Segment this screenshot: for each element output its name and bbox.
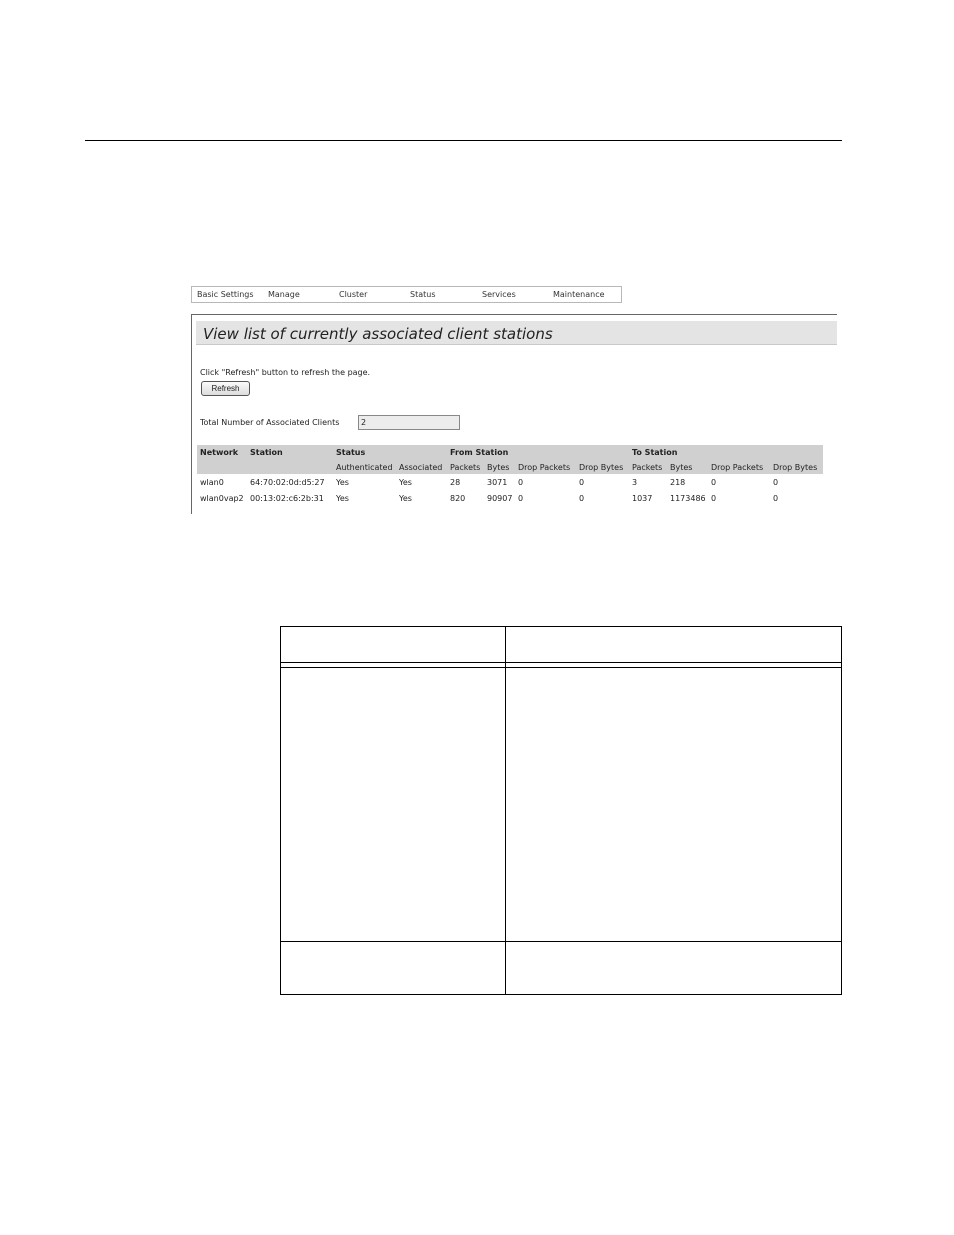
total-clients-field: 2 bbox=[358, 415, 460, 430]
cell-to-drop-bytes: 0 bbox=[773, 494, 779, 503]
cell-to-bytes: 1173486 bbox=[670, 494, 706, 503]
sub-from-packets: Packets bbox=[450, 463, 481, 472]
col-network: Network bbox=[200, 448, 239, 457]
cell-from-drop-packets: 0 bbox=[518, 494, 524, 503]
cell-to-drop-packets: 0 bbox=[711, 494, 717, 503]
sub-from-drop-bytes: Drop Bytes bbox=[579, 463, 624, 472]
cell-from-packets: 28 bbox=[450, 478, 461, 487]
sub-to-drop-bytes: Drop Bytes bbox=[773, 463, 818, 472]
cell-network: wlan0vap2 bbox=[200, 494, 244, 503]
page-title-bar bbox=[196, 321, 837, 345]
table-column-divider bbox=[505, 627, 506, 994]
cell-from-bytes: 3071 bbox=[487, 478, 508, 487]
cell-to-packets: 3 bbox=[632, 478, 638, 487]
col-status: Status bbox=[336, 448, 366, 457]
cell-authenticated: Yes bbox=[336, 478, 349, 487]
table-header-rule bbox=[281, 662, 841, 663]
sub-from-bytes: Bytes bbox=[487, 463, 510, 472]
description-table bbox=[280, 626, 842, 995]
nav-cluster[interactable]: Cluster bbox=[339, 290, 368, 299]
nav-manage[interactable]: Manage bbox=[268, 290, 300, 299]
refresh-button[interactable]: Refresh bbox=[201, 381, 250, 396]
client-table-header bbox=[197, 445, 823, 474]
page-title: View list of currently associated client stations bbox=[203, 325, 553, 343]
col-from-station: From Station bbox=[450, 448, 509, 457]
col-to-station: To Station bbox=[632, 448, 678, 457]
sub-authenticated: Authenticated bbox=[336, 463, 393, 472]
top-nav bbox=[191, 286, 622, 303]
col-station: Station bbox=[250, 448, 283, 457]
content-panel bbox=[191, 314, 837, 514]
cell-to-packets: 1037 bbox=[632, 494, 653, 503]
sub-to-drop-packets: Drop Packets bbox=[711, 463, 764, 472]
cell-station: 64:70:02:0d:d5:27 bbox=[250, 478, 325, 487]
cell-from-bytes: 90907 bbox=[487, 494, 513, 503]
sub-from-drop-packets: Drop Packets bbox=[518, 463, 571, 472]
nav-maintenance[interactable]: Maintenance bbox=[553, 290, 605, 299]
cell-to-bytes: 218 bbox=[670, 478, 686, 487]
cell-associated: Yes bbox=[399, 494, 412, 503]
cell-to-drop-packets: 0 bbox=[711, 478, 717, 487]
nav-services[interactable]: Services bbox=[482, 290, 516, 299]
cell-authenticated: Yes bbox=[336, 494, 349, 503]
cell-to-drop-bytes: 0 bbox=[773, 478, 779, 487]
cell-station: 00:13:02:c6:2b:31 bbox=[250, 494, 324, 503]
table-header-rule-double bbox=[281, 667, 841, 668]
table-row-divider bbox=[281, 941, 841, 942]
total-clients-label: Total Number of Associated Clients bbox=[200, 418, 340, 427]
nav-basic-settings[interactable]: Basic Settings bbox=[197, 290, 254, 299]
cell-associated: Yes bbox=[399, 478, 412, 487]
sub-to-bytes: Bytes bbox=[670, 463, 693, 472]
header-rule bbox=[85, 140, 842, 141]
cell-from-packets: 820 bbox=[450, 494, 466, 503]
cell-from-drop-bytes: 0 bbox=[579, 494, 585, 503]
cell-from-drop-packets: 0 bbox=[518, 478, 524, 487]
sub-to-packets: Packets bbox=[632, 463, 663, 472]
refresh-hint: Click "Refresh" button to refresh the page. bbox=[200, 368, 371, 377]
cell-network: wlan0 bbox=[200, 478, 224, 487]
ui-screenshot bbox=[191, 286, 837, 514]
cell-from-drop-bytes: 0 bbox=[579, 478, 585, 487]
sub-associated: Associated bbox=[399, 463, 443, 472]
nav-status[interactable]: Status bbox=[410, 290, 436, 299]
